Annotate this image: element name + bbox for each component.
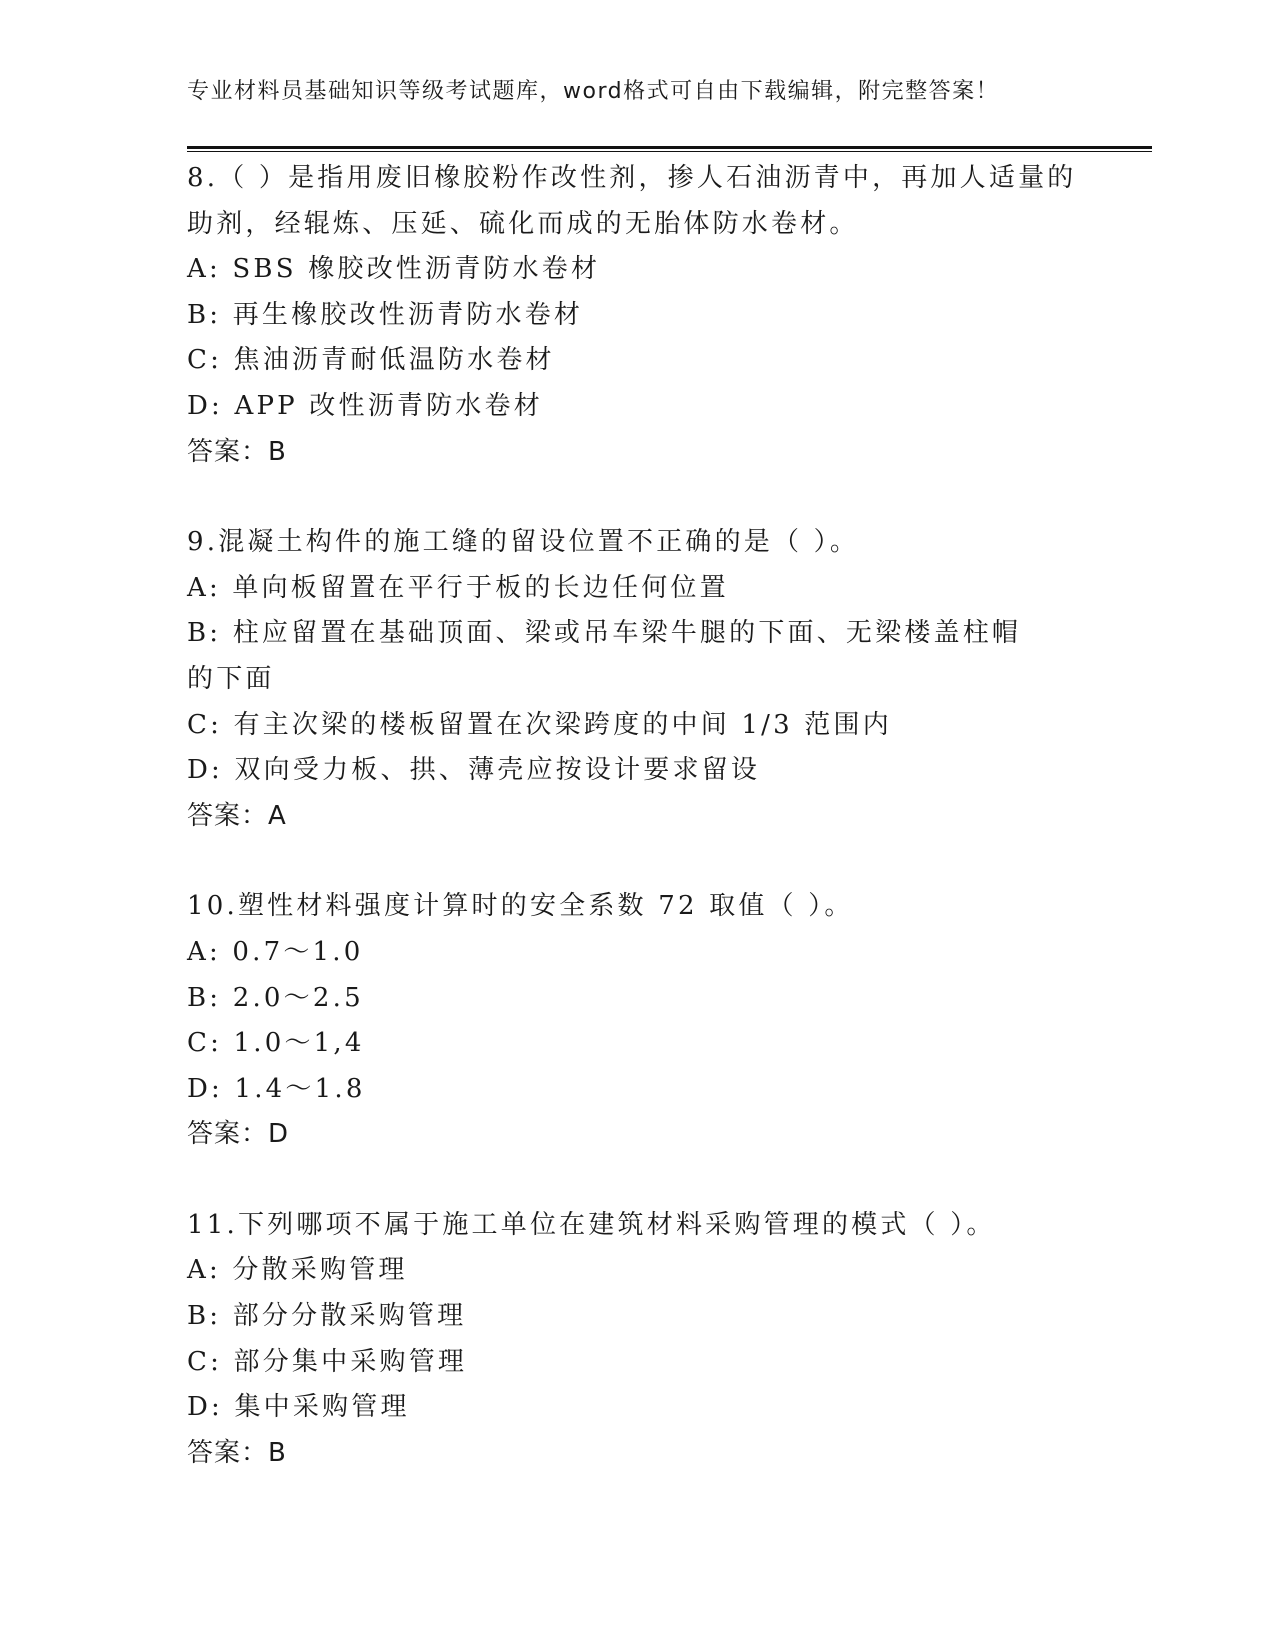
option-b: B: 再生橡胶改性沥青防水卷材 (187, 299, 584, 330)
header-rule-thick (187, 146, 1152, 149)
question-11 (187, 1203, 1087, 1477)
question-list (187, 156, 1087, 1521)
question-stem-line: 8.（ ）是指用废旧橡胶粉作改性剂，掺人石油沥青中，再加人适量的 (187, 163, 1077, 193)
question-stem (187, 1203, 1087, 1249)
answer-line: 答案：A (187, 800, 287, 831)
question-stem-line: 助剂，经辊炼、压延、硫化而成的无胎体防水卷材。 (187, 208, 859, 239)
question-8 (187, 156, 1087, 475)
option-c: C: 1.0～1,4 (187, 1028, 365, 1059)
answer-line: 答案：B (187, 436, 287, 467)
option-b: B: 2.0～2.5 (187, 982, 364, 1013)
option-d: D: 双向受力板、拱、薄壳应按设计要求留设 (187, 755, 761, 786)
page-header-title: 专业材料员基础知识等级考试题库，word格式可自由下载编辑，附完整答案！ (187, 79, 1000, 104)
option-b: B: 柱应留置在基础顶面、梁或吊车梁牛腿的下面、无梁楼盖柱帽的下面 (187, 618, 1022, 694)
question-stem-line: 10.塑性材料强度计算时的安全系数 72 取值（ ）。 (187, 891, 854, 922)
option-c: C: 有主次梁的楼板留置在次梁跨度的中间 1/3 范围内 (187, 709, 892, 740)
option-c: C: 焦油沥青耐低温防水卷材 (187, 345, 555, 376)
option-d: D: 1.4～1.8 (187, 1073, 366, 1104)
option-a: A: 0.7～1.0 (187, 936, 364, 967)
option-d: D: APP 改性沥青防水卷材 (187, 390, 543, 421)
question-stem (187, 156, 1087, 247)
option-d: D: 集中采购管理 (187, 1392, 410, 1423)
question-9 (187, 520, 1087, 839)
answer-line: 答案：D (187, 1119, 290, 1150)
option-a: A: 分散采购管理 (187, 1255, 408, 1286)
answer-line: 答案：B (187, 1437, 287, 1468)
header-rule-thin (187, 151, 1152, 152)
option-a: A: SBS 橡胶改性沥青防水卷材 (187, 254, 601, 285)
option-c: C: 部分集中采购管理 (187, 1346, 468, 1377)
option-a: A: 单向板留置在平行于板的长边任何位置 (187, 572, 729, 603)
question-stem (187, 520, 1087, 566)
question-10 (187, 884, 1087, 1158)
question-stem-line: 11.下列哪项不属于施工单位在建筑材料采购管理的模式（ ）。 (187, 1209, 996, 1240)
question-stem-line: 9.混凝土构件的施工缝的留设位置不正确的是（ ）。 (187, 527, 860, 558)
option-b: B: 部分分散采购管理 (187, 1301, 467, 1332)
question-stem (187, 884, 1087, 930)
